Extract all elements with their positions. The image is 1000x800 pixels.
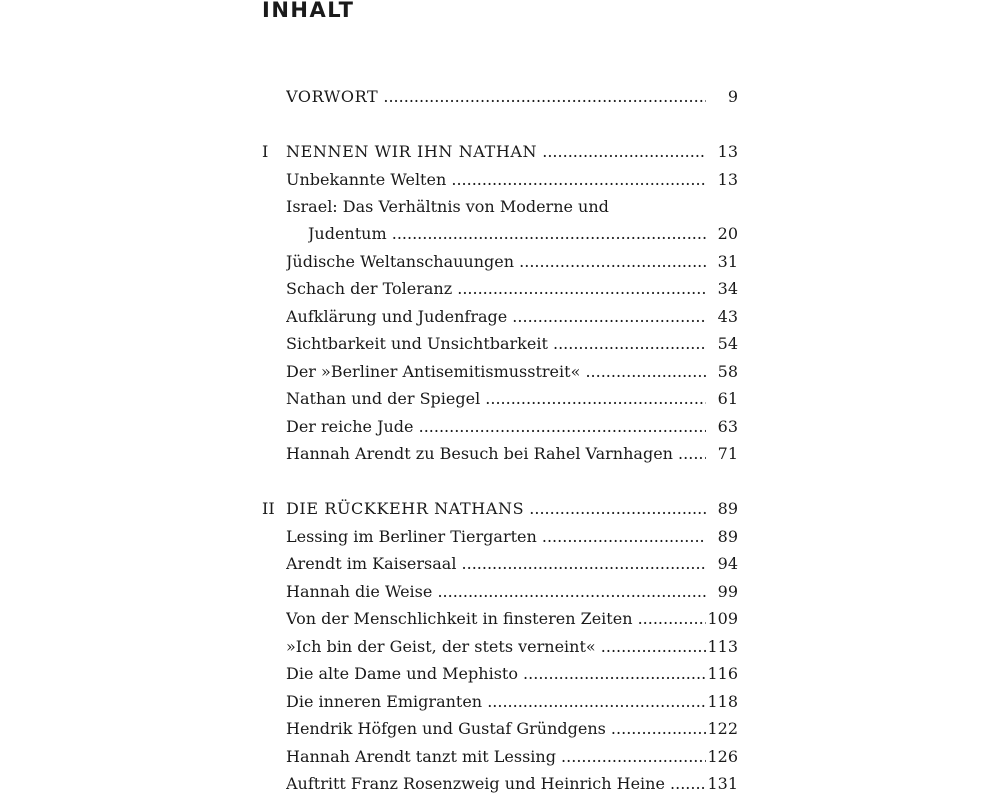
toc-entry-title: Jüdische Weltanschauungen ..... [286,250,706,274]
toc-entry-title: Die inneren Emigranten ..... [286,690,706,714]
toc-entry [0,772,1000,796]
toc-entry-page: 126 [707,747,738,766]
toc-entry [0,277,1000,301]
toc-entry-title: Arendt im Kaisersaal ..... [286,552,706,576]
toc-entry-page: 43 [717,307,738,326]
toc-entry-page: 99 [717,582,738,601]
toc-entry-title: Nathan und der Spiegel ..... [286,387,706,411]
toc-entry-page: 131 [707,774,738,793]
toc-entry-page: 31 [717,252,738,271]
toc-entry-page: 20 [717,224,738,243]
toc-entry-vorwort [0,85,1000,109]
toc-entry-title: Von der Menschlichkeit in finsteren Zeiten ..... [286,607,706,631]
toc-entry [0,305,1000,329]
toc-entry-title: Sichtbarkeit und Unsichtbarkeit ..... [286,332,706,356]
toc-entry-page: 34 [717,279,738,298]
toc-entry-title: Unbekannte Welten ..... [286,168,706,192]
toc-entry [0,250,1000,274]
toc-entry [0,635,1000,659]
toc-entry-page: 58 [717,362,738,381]
toc-entry-title: Hannah Arendt tanzt mit Lessing ..... [286,745,706,769]
toc-entry-title: Hannah Arendt zu Besuch bei Rahel Varnhagen ..... [286,442,706,466]
toc-entry-page: 122 [707,719,738,738]
toc-entry-page: 118 [707,692,738,711]
toc-entry [0,717,1000,741]
toc-entry [0,525,1000,549]
toc-entry-title: Die alte Dame und Mephisto ..... [286,662,706,686]
toc-entry-page: 54 [717,334,738,353]
toc-entry-page: 71 [717,444,738,463]
toc-entry [0,360,1000,384]
toc-entry-title: Schach der Toleranz ..... [286,277,706,301]
toc-entry [0,580,1000,604]
toc-entry-title: Hendrik Höfgen und Gustaf Gründgens ..... [286,717,706,741]
toc-part-heading [0,497,1000,521]
toc-entry-page: 94 [717,554,738,573]
toc-entry-page: 116 [707,664,738,683]
part-page: 89 [717,499,738,518]
toc-entry-title: Auftritt Franz Rosenzweig und Heinrich Heine ..... [286,772,706,796]
page-title: INHALT [262,0,355,22]
toc-entry-title: Der reiche Jude ..... [286,415,706,439]
toc-entry [0,662,1000,686]
toc-entry-page: 13 [717,170,738,189]
toc-entry-page: 109 [707,609,738,628]
toc-entry [0,415,1000,439]
part-title: DIE RÜCKKEHR NATHANS ..... [286,497,706,521]
toc-part-heading [0,140,1000,164]
toc-entry [0,332,1000,356]
toc-entry-title: Hannah die Weise ..... [286,580,706,604]
toc-entry-title: Der »Berliner Antisemitismusstreit« ..... [286,360,706,384]
toc-entry-page: 9 [727,87,738,106]
toc-entry [0,168,1000,192]
toc-entry-title: VORWORT ..... [286,85,706,109]
toc-entry [0,690,1000,714]
toc-entry [0,745,1000,769]
toc-entry-title-continuation: Judentum ..... [308,222,706,246]
toc-entry [0,195,1000,219]
toc-entry-title: Aufklärung und Judenfrage ..... [286,305,706,329]
toc-entry-page: 89 [717,527,738,546]
toc-entry-page: 63 [717,417,738,436]
toc-entry [0,607,1000,631]
toc-entry-continuation [0,222,1000,246]
toc-entry [0,442,1000,466]
part-title: NENNEN WIR IHN NATHAN ..... [286,140,706,164]
toc-entry [0,552,1000,576]
toc-entry-title: Israel: Das Verhältnis von Moderne und [286,197,609,216]
toc-entry-page: 113 [707,637,738,656]
part-number: II [262,499,275,518]
toc-entry-title: »Ich bin der Geist, der stets verneint« ..... [286,635,706,659]
toc-entry-title: Lessing im Berliner Tiergarten ..... [286,525,706,549]
part-page: 13 [717,142,738,161]
toc-entry-page: 61 [717,389,738,408]
part-number: I [262,142,269,161]
toc-entry [0,387,1000,411]
